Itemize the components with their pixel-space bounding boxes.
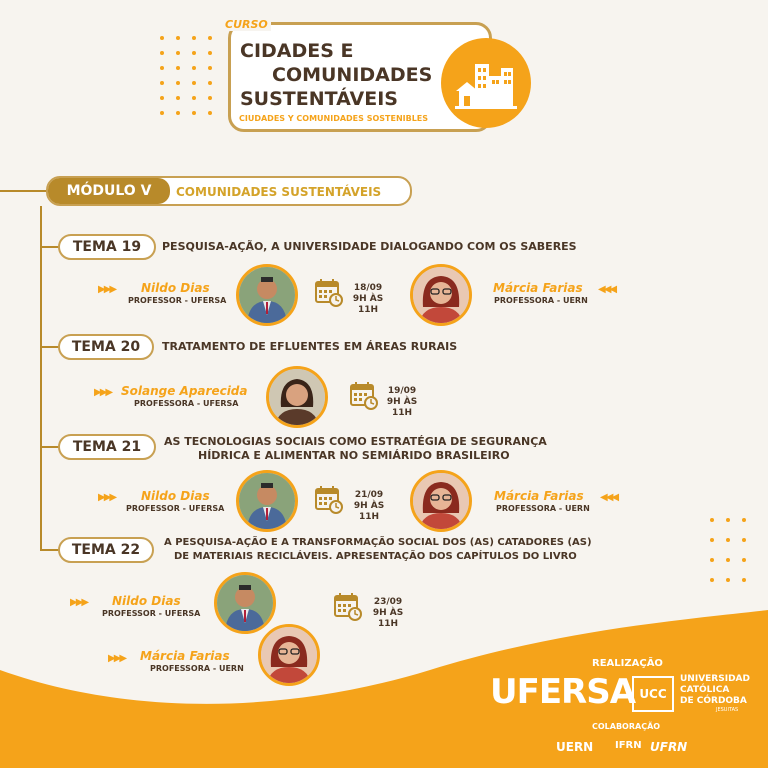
dot-pattern-top-left (160, 36, 224, 115)
tema-22-title-line2: DE MATERIAIS RECICLÁVEIS. APRESENTAÇÃO DOS CAPÍTULOS DO LIVRO (174, 551, 577, 562)
speaker-role: PROFESSOR - UFERSA (128, 296, 227, 305)
date-time (342, 283, 394, 316)
time: 9H ÀS 11H (386, 397, 418, 418)
tema-22-title-line1: A PESQUISA-AÇÃO E A TRANSFORMAÇÃO SOCIAL DOS (AS) CATADORES (AS) (164, 537, 592, 548)
ucc-name-line: CATÓLICA (680, 685, 730, 695)
speaker-role: PROFESSORA - UERN (496, 504, 590, 513)
date: 19/09 (387, 386, 417, 396)
calendar-clock-icon (315, 278, 343, 308)
time: 9H ÀS 11H (352, 294, 384, 315)
arrow-right-icon: ▶▶▶ (108, 653, 126, 664)
date: 21/09 (354, 490, 384, 500)
speaker-role: PROFESSOR - UFERSA (126, 504, 225, 513)
arrow-right-icon: ▶▶▶ (94, 387, 112, 398)
tema-20-title: TRATAMENTO DE EFLUENTES EM ÁREAS RURAIS (162, 340, 458, 353)
tema-21-title-line2: HÍDRICA E ALIMENTAR NO SEMIÁRIDO BRASILEIRO (198, 449, 510, 462)
course-label: CURSO (222, 18, 271, 31)
tema-19-title: PESQUISA-AÇÃO, A UNIVERSIDADE DIALOGANDO COM OS SABERES (162, 240, 577, 253)
ucc-subtitle: JESUITAS (716, 707, 739, 713)
timeline-branch (40, 446, 60, 448)
tema-21-title-line1: AS TECNOLOGIAS SOCIAIS COMO ESTRATÉGIA DE SEGURANÇA (164, 435, 547, 448)
ufrn-logo: UFRN (650, 740, 688, 754)
speaker-name: Márcia Farias (494, 489, 584, 503)
speaker-photo-marcia (410, 264, 472, 326)
tema-20-label: TEMA 20 (58, 334, 154, 360)
date-time (376, 386, 428, 419)
timeline-branch (40, 346, 60, 348)
speaker-photo-marcia (410, 470, 472, 532)
module-name: COMUNIDADES SUSTENTÁVEIS (176, 185, 382, 199)
arrow-right-icon: ▶▶▶ (98, 492, 116, 503)
date: 23/09 (373, 597, 403, 607)
tema-19-label: TEMA 19 (58, 234, 156, 260)
speaker-name: Márcia Farias (140, 649, 230, 663)
ucc-name-line: UNIVERSIDAD (680, 674, 750, 684)
speaker-role: PROFESSORA - UFERSA (134, 399, 239, 408)
calendar-clock-icon (350, 381, 378, 411)
arrow-left-icon: ◀◀◀ (600, 492, 618, 503)
ucc-name-line: DE CÓRDOBA (680, 696, 747, 706)
realizacao-label: REALIZAÇÃO (592, 658, 663, 669)
speaker-photo-solange (266, 366, 328, 428)
speaker-name: Márcia Farias (493, 281, 583, 295)
speaker-name: Nildo Dias (112, 594, 181, 608)
speaker-name: Nildo Dias (141, 281, 210, 295)
module-label: MÓDULO V (48, 178, 170, 204)
title-line-1: CIDADES E (240, 40, 354, 62)
ufersa-logo: UFERSA (490, 672, 636, 712)
timeline-line (40, 206, 42, 550)
ifrn-logo: IFRN (615, 740, 642, 751)
speaker-photo-nildo (236, 264, 298, 326)
module-connector-line (0, 190, 52, 192)
time: 9H ÀS 11H (353, 501, 385, 522)
date: 18/09 (353, 283, 383, 293)
speaker-role: PROFESSORA - UERN (494, 296, 588, 305)
time: 9H ÀS 11H (372, 608, 404, 629)
subtitle: CIUDADES Y COMUNIDADES SOSTENIBLES (239, 114, 429, 123)
speaker-photo-marcia (258, 624, 320, 686)
uern-logo: UERN (556, 740, 594, 754)
speaker-role: PROFESSORA - UERN (150, 664, 244, 673)
calendar-clock-icon (315, 485, 343, 515)
ucc-logo: UCC (632, 676, 674, 712)
tema-21-label: TEMA 21 (58, 434, 156, 460)
colaboracao-label: COLABORAÇÃO (592, 722, 661, 731)
speaker-role: PROFESSOR - UFERSA (102, 609, 201, 618)
speaker-photo-nildo (236, 470, 298, 532)
arrow-right-icon: ▶▶▶ (70, 597, 88, 608)
timeline-branch (40, 549, 60, 551)
city-buildings-icon (441, 38, 531, 128)
ucc-name (680, 674, 750, 707)
tema-22-label: TEMA 22 (58, 537, 154, 563)
speaker-name: Solange Aparecida (121, 384, 248, 398)
arrow-right-icon: ▶▶▶ (98, 284, 116, 295)
dot-pattern-right (710, 518, 758, 582)
timeline-branch (40, 246, 60, 248)
title-line-2: COMUNIDADES (272, 64, 433, 86)
speaker-name: Nildo Dias (141, 489, 210, 503)
date-time (343, 490, 395, 523)
title-line-3: SUSTENTÁVEIS (240, 88, 398, 110)
arrow-left-icon: ◀◀◀ (598, 284, 616, 295)
